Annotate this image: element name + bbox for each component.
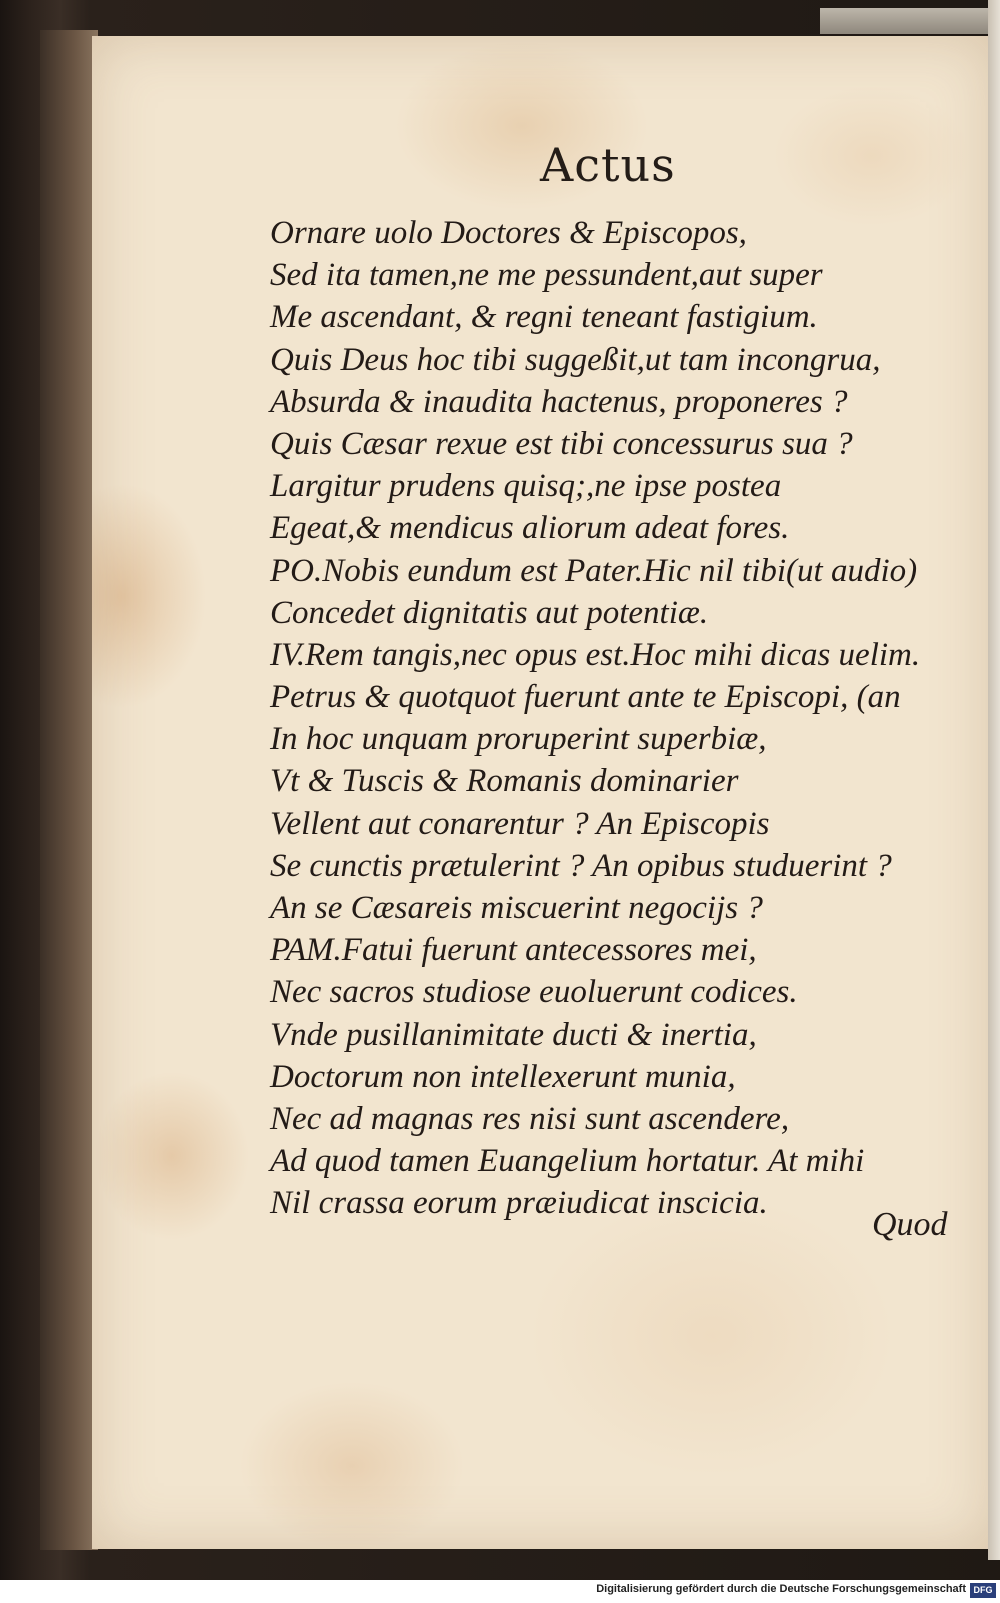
- verse-line: Absurda & inaudita hactenus, proponeres ?: [270, 383, 848, 420]
- verse-line: An se Cæsareis miscuerint negocijs ?: [270, 890, 763, 926]
- page-heading: Actus: [540, 138, 676, 192]
- verse-line: Vt & Tuscis & Romanis dominarier: [270, 763, 739, 800]
- verse-line: Sed ita tamen,ne me pessundent,aut super: [270, 257, 823, 294]
- catchword: Quod: [872, 1206, 948, 1243]
- verse-line: Concedet dignitatis aut potentiæ.: [270, 594, 709, 631]
- verse-line: In hoc unquam proruperint superbiæ,: [270, 721, 767, 758]
- page-gutter: [40, 30, 98, 1550]
- verse-line: Nil crassa eorum præiudicat inscicia.: [270, 1185, 768, 1222]
- verse-line: Se cunctis prætulerint ? An opibus studuerint ?: [270, 847, 892, 884]
- verse-line: Nec ad magnas res nisi sunt ascendere,: [270, 1100, 790, 1137]
- verse-line: Quis Deus hoc tibi suggeßit,ut tam incongrua,: [270, 341, 881, 378]
- verse-line: Ornare uolo Doctores & Episcopos,: [270, 215, 747, 251]
- verse-line: Ad quod tamen Euangelium hortatur. At mihi: [270, 1143, 865, 1180]
- verse-line: Doctorum non intellexerunt munia,: [270, 1058, 736, 1095]
- verse-line: IV.Rem tangis,nec opus est.Hoc mihi dicas uelim.: [270, 636, 921, 673]
- verse-line: Petrus & quotquot fuerunt ante te Episcopi, (an: [270, 679, 901, 716]
- verse-line: Quis Cæsar rexue est tibi concessurus sua ?: [270, 425, 853, 462]
- verse-line: Largitur prudens quisq;,ne ipse postea: [270, 468, 782, 505]
- verse-line: Vnde pusillanimitate ducti & inertia,: [270, 1016, 757, 1053]
- verse-line: PAM.Fatui fuerunt antecessores mei,: [270, 932, 757, 969]
- footer-bar: [0, 1580, 1000, 1603]
- verse-line: Egeat,& mendicus aliorum adeat fores.: [270, 510, 790, 547]
- verse-line: Me ascendant, & regni teneant fastigium.: [270, 299, 818, 336]
- verse-line: PO.Nobis eundum est Pater.Hic nil tibi(ut audio): [270, 552, 918, 589]
- dfg-logo: DFG: [970, 1583, 996, 1598]
- verse-text: [270, 212, 970, 1225]
- page-edge: [988, 0, 1000, 1560]
- funding-credit: Digitalisierung gefördert durch die Deutsche Forschungsgemeinschaft: [596, 1583, 966, 1595]
- verse-line: Nec sacros studiose euoluerunt codices.: [270, 974, 798, 1011]
- verse-line: Vellent aut conarentur ? An Episcopis: [270, 805, 770, 842]
- binding-strip: [820, 8, 990, 34]
